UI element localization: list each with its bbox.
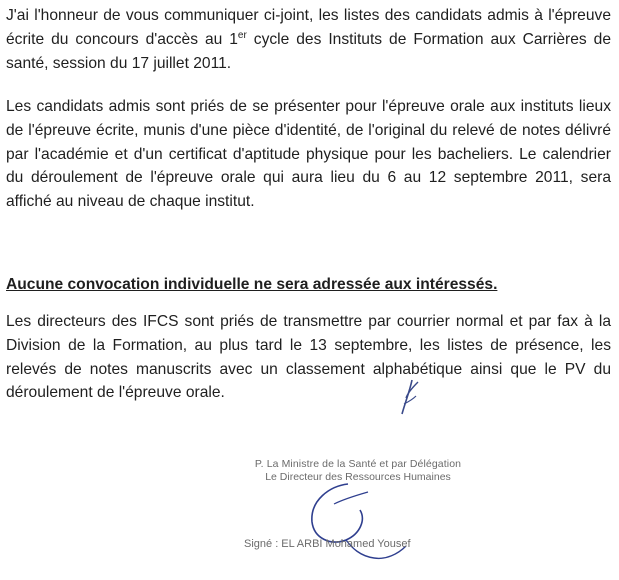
paragraph-oral-exam-instructions: Les candidats admis sont priés de se présenter pour l'épreuve orale aux instituts lieux de l'épreuve écrite, munis d'une pièce d'identité, de l'original du relevé de notes délivré par l'académie et d'un certificat d'aptitude physique pour les bacheliers. Le calendrier du déroulement de l'épreuve orale qui aura lieu du 6 au 12 septembre 2011, sera affiché au niveau de chaque institut. — [6, 98, 611, 211]
signed-by-line: Signé : EL ARBI Mohamed Yousef — [244, 538, 411, 550]
paragraph-directors-instructions: Les directeurs des IFCS sont priés de transmettre par courrier normal et par fax à la Division de la Formation, au plus tard le 13 septembre, les listes de présence, les relevés de notes manuscrits avec un classement alphabétique ainsi que le PV du déroulement de l'épreuve orale. — [6, 313, 611, 402]
notice-no-convocation: Aucune convocation individuelle ne sera adressée aux intéressés. — [6, 276, 498, 293]
ordinal-superscript: er — [237, 29, 247, 41]
paragraph1-text-a: J'ai l'honneur de vous communiquer ci-joint, les listes des candidats admis à l'épreuve écrite du concours d'accès au 1 — [6, 7, 611, 48]
initials-mark-icon — [396, 378, 422, 418]
director-title-line: Le Directeur des Ressources Humaines — [265, 471, 451, 483]
delegation-line: P. La Ministre de la Santé et par Délégation — [254, 458, 462, 470]
paragraph-results-announcement — [6, 4, 611, 75]
handwritten-signature-icon — [290, 470, 410, 570]
paragraph1-text-b: cycle des Instituts de Formation aux Carrières de santé, session du 17 juillet 2011. — [6, 30, 611, 72]
